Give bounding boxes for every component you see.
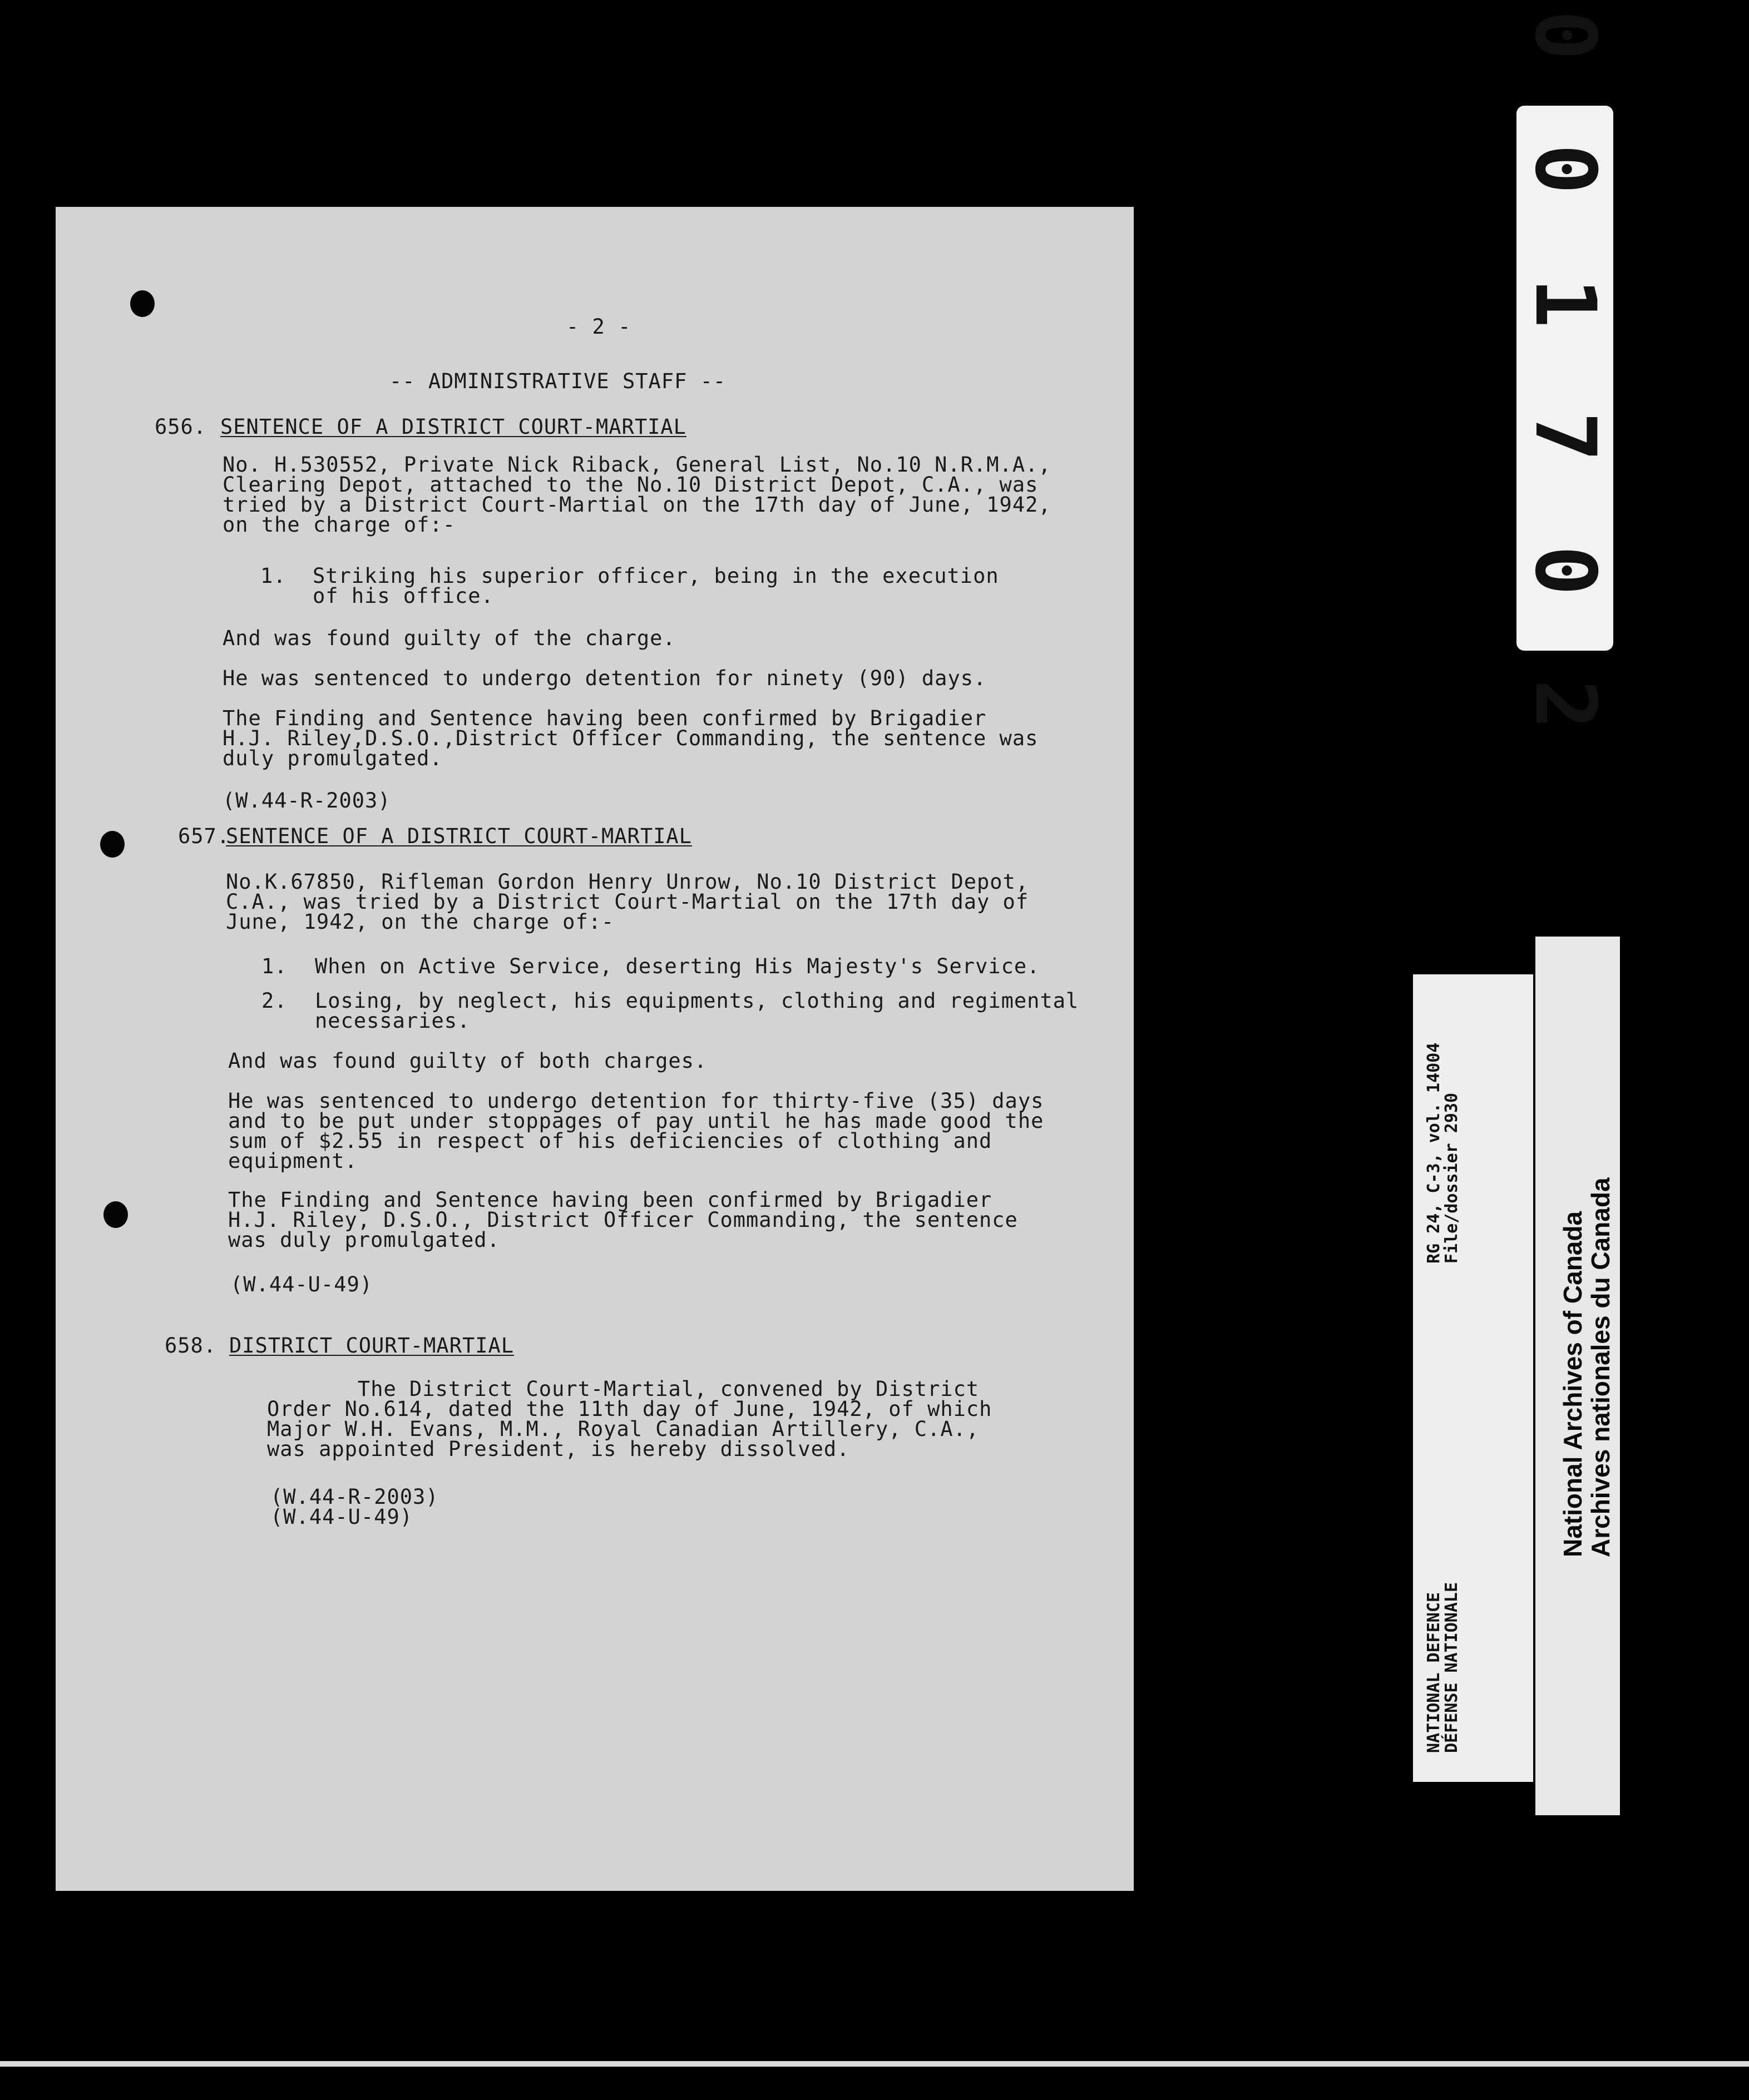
item-title: SENTENCE OF A DISTRICT COURT-MARTIAL bbox=[220, 415, 686, 439]
sentence: He was sentenced to undergo detention for thirty-five (35) days and to be put under stoppages of pay until he has made good the sum of $2.55 in respect of his deficiencies of clothing and equipment. bbox=[228, 1089, 1044, 1173]
finding: And was found guilty of both charges. bbox=[228, 1049, 708, 1073]
item-paragraph: The District Court-Martial, convened by District Order No.614, dated the 11th day of June, 1942, of which Major W.H. Evans, M.M., Royal Canadian Artillery, C.A., was appointed President, is hereby dissolved. bbox=[267, 1377, 992, 1461]
department-en: NATIONAL DEFENCE bbox=[1424, 1592, 1444, 1753]
confirmation: The Finding and Sentence having been confirmed by Brigadier H.J. Riley, D.S.O., District Officer Commanding, the sentence was duly promulgated. bbox=[228, 1188, 1018, 1252]
item-paragraph: No. H.530552, Private Nick Riback, General List, No.10 N.R.M.A., Clearing Depot, attached to the No.10 District Depot, C.A., was tried by a District Court-Martial on the 17th day of June, 1942, on the charge of:- bbox=[223, 453, 1051, 537]
file-references: (W.44-R-2003) (W.44-U-49) bbox=[270, 1485, 439, 1529]
charge-text: When on Active Service, deserting His Majesty's Service. bbox=[315, 954, 1040, 978]
charge-text: Losing, by neglect, his equipments, clothing and regimental necessaries. bbox=[315, 989, 1079, 1033]
record-group-line: RG 24, C-3, vol. 14004 bbox=[1424, 1042, 1444, 1264]
archival-reference-card bbox=[1413, 974, 1533, 1782]
reel-number-label bbox=[1516, 10, 1613, 746]
item-number: 657. bbox=[178, 824, 230, 848]
document-page bbox=[56, 207, 1134, 1891]
item-number: 658. bbox=[165, 1334, 217, 1358]
item-paragraph: No.K.67850, Rifleman Gordon Henry Unrow, No.10 District Depot, C.A., was tried by a District Court-Martial on the 17th day of June, 1942, on the charge of:- bbox=[226, 870, 1029, 934]
finding: And was found guilty of the charge. bbox=[223, 626, 676, 650]
item-title: DISTRICT COURT-MARTIAL bbox=[229, 1334, 515, 1358]
sentence: He was sentenced to undergo detention for ninety (90) days. bbox=[223, 666, 987, 690]
punch-hole bbox=[100, 831, 125, 858]
charge-number: 1. bbox=[261, 954, 288, 978]
section-heading: -- ADMINISTRATIVE STAFF -- bbox=[389, 369, 727, 393]
archives-name-en: National Archives of Canada bbox=[1558, 1211, 1587, 1557]
confirmation: The Finding and Sentence having been confirmed by Brigadier H.J. Riley,D.S.O.,District Officer Commanding, the sentence was duly promulgated. bbox=[223, 706, 1039, 770]
charge-number: 1. bbox=[260, 564, 286, 588]
item-title: SENTENCE OF A DISTRICT COURT-MARTIAL bbox=[226, 824, 692, 848]
file-reference: (W.44-U-49) bbox=[230, 1272, 373, 1296]
file-reference: (W.44-R-2003) bbox=[223, 789, 391, 813]
archives-name-fr: Archives nationales du Canada bbox=[1586, 1177, 1615, 1557]
item-number: 656. bbox=[155, 415, 207, 439]
page-number: - 2 - bbox=[566, 315, 631, 339]
charge-number: 2. bbox=[261, 989, 288, 1013]
punch-hole bbox=[103, 1201, 128, 1228]
file-dossier-line: File/dossier 2930 bbox=[1442, 1092, 1461, 1264]
charge-text: Striking his superior officer, being in the execution of his office. bbox=[313, 564, 999, 608]
punch-hole bbox=[130, 290, 155, 317]
national-archives-card bbox=[1535, 937, 1620, 1815]
department-fr: DÉFENSE NATIONALE bbox=[1442, 1582, 1461, 1753]
film-edge-line bbox=[0, 2061, 1749, 2067]
reel-number: 0 0 1 7 0 2 bbox=[1516, 10, 1613, 746]
